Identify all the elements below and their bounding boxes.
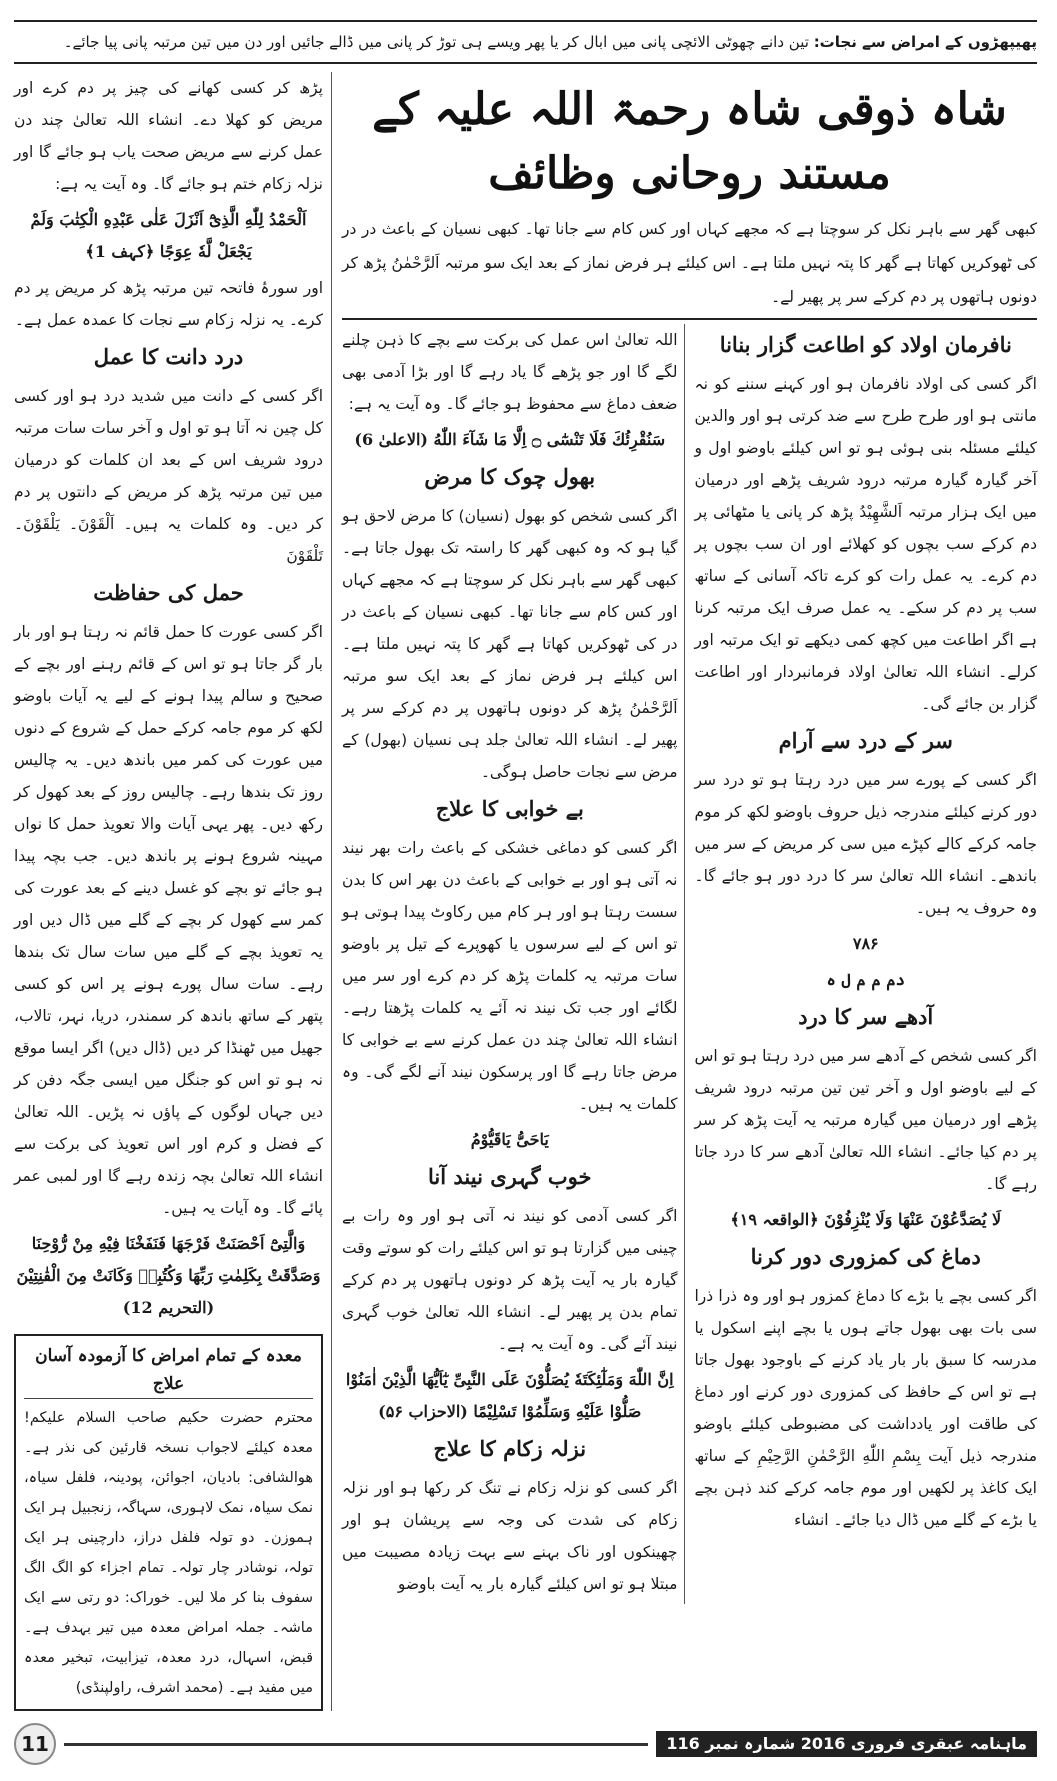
right-column [695,324,1038,1604]
section-text: اور سورۂ فاتحہ تین مرتبہ پڑھ کر مریض پر دم کرے۔ یہ نزلہ زکام سے نجات کا عمدہ عمل ہے۔ [14,279,323,329]
section-heading: درد دانت کا عمل [93,344,244,369]
section-heading: نزلہ زکام کا علاج [433,1436,587,1461]
bottom-rule [64,1743,648,1746]
ayah-text: اِنَّ اللّٰهَ وَمَلٰٓئِكَتَهٗ یُصَلُّوْنَ عَلَى النَّبِیِّ یٰٓاَیُّهَا الَّذِیْنَ اٰمَنُوْا صَلُّوْا عَلَیْهِ وَسَلِّمُوْا تَسْلِیْمًا (الاحزاب ۵۶) [345,1370,674,1421]
page-number: 11 [14,1723,56,1765]
box-text: محترم حضرت حکیم صاحب السلام علیکم! معدہ کیلئے لاجواب نسخہ قارئین کی نذر ہے۔ ھوالشافی: بادیان، اجوائن، پودینہ، فلفل سیاہ، نمک سیاہ، نمک لاہوری، سہاگہ، زنجبیل ہر ایک ہموزن۔ دو تولہ فلفل دراز، دارچینی ہر ایک تولہ، نوشادر چار تولہ۔ تمام اجزاء کو الگ الگ سفوف بنا کر ملا لیں۔ خوراک: دو رتی سے ایک ماشہ۔ جملہ امراض معدہ میں تیر بہدف ہے۔ قبض، اسہال، درد معدہ، تیزابیت، تبخیر معدہ میں مفید ہے۔ [24,1410,313,1696]
section-text: اگر کسی کے دانت میں شدید درد ہو اور کسی کل چین نہ آتا ہو تو اول و آخر سات سات مرتبہ درود شریف اس کے بعد ان کلمات کو درمیان میں تین مرتبہ پڑھ کر مریض کے دانتوں پر دم کر دیں۔ وہ کلمات یہ ہیں۔ اَلْقَوْنَ۔ یَلْقَوْنَ۔ تَلْقَوْنَ [14,387,323,565]
ayah-text: لَا یُصَدَّعُوْنَ عَنْهَا وَلَا یُنْزِفُوْنَ ﴿الواقعہ ۱۹﴾ [730,1210,1002,1229]
ayah-text: وَالَّتِیْٓ اَحْصَنَتْ فَرْجَهَا فَنَفَخْنَا فِیْهِ مِنْ رُّوْحِنَا وَصَدَّقَتْ بِكَلِمٰتِ رَبِّهَا وَكُتُبِهٖ وَكَانَتْ مِنَ الْقٰنِتِیْنَ (التحریم 12) [16,1234,321,1317]
section-heading: حمل کی حفاظت [93,580,244,605]
section-heading: بے خوابی کا علاج [435,796,584,821]
magazine-footer: ماہنامہ عبقری فروری 2016 شمارہ نمبر 116 [656,1731,1037,1757]
letters-line: دم م م ل ہ [826,970,906,989]
section-text: اگر کسی کو دماغی خشکی کے باعث رات بھر نیند نہ آتی ہو اور بے خوابی کے باعث دن بھر اس کا بدن سست رہتا ہو اور ہر کام میں رکاوٹ پیدا ہوتی ہو تو اس کے لیے سرسوں یا کھوپرے کے تیل پر باوضو سات مرتبہ یہ کلمات پڑھ کر دم کرے اور سر میں لگائے اور جب تک نیند نہ آئے یہ کلمات پڑھتا رہے۔ انشاء اللہ تعالیٰ چند دن عمل کرنے سے بے خوابی کا مرض جاتا رہے گا اور پرسکون نیند آنے لگے گی۔ وہ کلمات یہ ہیں۔ [342,839,678,1113]
feature-article [342,72,1037,1711]
section-text: اللہ تعالیٰ اس عمل کی برکت سے بچے کا ذہن چلنے لگے گا اور جو پڑھے گا یاد رہے گا اور بڑا آدمی بھی ضعف دماغ سے محفوظ ہو جائے گا۔ وہ آیت یہ ہے: [342,331,678,413]
section-text: پڑھ کر کسی کھانے کی چیز پر دم کرے اور مریض کو کھلا دے۔ انشاء اللہ تعالیٰ چند دن عمل کرنے سے مریض صحت یاب ہو جائے گا اور نزلہ زکام ختم ہو جائے گا۔ وہ آیت یہ ہے: [14,79,323,193]
article-columns [342,318,1037,1604]
page-body [14,72,1037,1711]
section-text: اگر کسی آدمی کو نیند نہ آتی ہو اور وہ رات بے چینی میں گزارتا ہو تو اس کیلئے رات کو سوتے وقت گیارہ بار یہ آیت پڑھ کر دونوں ہاتھوں پر دم کرکے تمام بدن پر پھیر لے۔ انشاء اللہ تعالیٰ خوب گہری نیند آئے گی۔ وہ آیت یہ ہے۔ [342,1207,678,1353]
box-heading: معدہ کے تمام امراض کا آزمودہ آسان علاج [24,1342,313,1399]
page-title: شاہ ذوقی شاہ رحمۃ اللہ علیہ کے مستند روحانی وظائف [372,84,1007,199]
section-heading: نافرمان اولاد کو اطاعت گزار بنانا [719,332,1012,357]
section-heading: سر کے درد سے آرام [778,728,953,753]
section-text: اگر کسی شخص کو بھول (نسیان) کا مرض لاحق ہو گیا ہو کہ وہ کبھی گھر کا راستہ تک بھول جاتا ہے۔ کبھی گھر سے باہر نکل کر سوچتا ہے کہ مجھے کہاں اور کس کام سے جانا تھا۔ کبھی نسیان کے باعث در در کی ٹھوکریں کھاتا ہے گھر کا پتہ نہیں ملتا ہے۔ اس کیلئے ہر فرض نماز کے بعد ایک سو مرتبہ اَلرَّحْمٰنُ پڑھ کر دونوں ہاتھوں پر دم کرکے سر پر پھیر لے۔ انشاء اللہ تعالیٰ جلد ہی نسیان (بھول) کے مرض سے نجات حاصل ہوگی۔ [342,507,678,781]
banner-label: پھیپھڑوں کے امراض سے نجات: [813,33,1037,51]
footer-row [14,1723,1037,1765]
section-text: اگر کسی عورت کا حمل قائم نہ رہتا ہو اور بار بار گر جاتا ہو تو اس کے قائم رہنے اور بچے کے صحیح و سالم پیدا ہونے کے لیے یہ آیات باوضو لکھ کر موم جامہ کرکے حمل کے شروع کے دنوں میں عورت کی کمر میں باندھ دیں۔ یہ چالیس روز تک بندھا رہے۔ چالیس روز کے بعد کھول کر رکھ دیں۔ پھر یہی آیات والا تعویذ حمل کا نواں مہینہ شروع ہونے پر باندھ دیں۔ جب بچہ پیدا ہو جائے تو بچے کو غسل دینے کے بعد عورت کی کمر سے کھول کر بچے کے گلے میں ڈال دیں اور یہ تعویذ بچے کے گلے میں سات سال تک بندھا رہے۔ سات سال پورے ہونے پر اس کو کسی پتھر کے ساتھ باندھ کر سمندر، دریا، نہر، تالاب، جھیل میں ٹھنڈا کر دیں (ڈال دیں) اگر ایسا موقع نہ ہو تو اس کو جنگل میں ایسی جگہ دفن کر دیں جہاں لوگوں کے پاؤں نہ پڑیں۔ اللہ تعالیٰ کے فضل و کرم اور اس تعویذ کی برکت سے انشاء اللہ تعالیٰ بچہ زندہ رہے گا اور لمبی عمر پائے گا۔ وہ آیات یہ ہیں۔ [14,623,323,1217]
banner-rule [14,62,1037,64]
ayah-text: سَنُقْرِئُكَ فَلَا تَنْسٰٓى ۝ اِلَّا مَا شَآءَ اللّٰهُ (الاعلیٰ 6) [354,430,666,449]
section-heading: بھول چوک کا مرض [424,464,596,489]
box-author: (محمد اشرف، راولپنڈی) [75,1680,224,1696]
middle-column [342,324,685,1604]
section-heading: دماغ کی کمزوری دور کرنا [750,1244,981,1269]
banner-text: تین دانے چھوٹی الائچی پانی میں ابال کر یا پھر ویسے ہی توڑ کر پانی میں ڈالے جائیں اور دن میں تین مرتبہ پانی پیا جائے۔ [63,33,809,51]
ayah-text: یَاحَیُّ یَاقَیُّوْمُ [470,1130,549,1149]
number-786: ۷۸۶ [852,934,879,953]
section-text: اگر کسی کی اولاد نافرمان ہو اور کہنے سننے کو نہ مانتی ہو اور طرح طرح سے ضد کرتی ہو اور والدین کیلئے مسئلہ بنی ہوئی ہو تو اس کیلئے باوضو اول و آخر گیارہ گیارہ مرتبہ درود شریف پڑھے اور درمیان میں ایک ہزار مرتبہ اَلشَّھِیْدُ پڑھ کر پانی یا مٹھائی پر دم کرکے سب بچوں کو کھلائے اور ان سب بچوں پر دم کرے۔ یہ عمل رات کو کرے تاکہ آسانی کے ساتھ سب پر دم کر سکے۔ یہ عمل صرف ایک مرتبہ کرنا ہے اگر اطاعت میں کچھ کمی دیکھے تو ایک مرتبہ اور کرلے۔ انشاء اللہ تعالیٰ اولاد فرمانبردار اور اطاعت گزار بن جائے گی۔ [694,375,1037,713]
ayah-text: اَلْحَمْدُ لِلّٰهِ الَّذِیْٓ اَنْزَلَ عَلٰی عَبْدِهِ الْكِتٰبَ وَلَمْ یَجْعَلْ لَّهٗ عِوَجًا ﴿کہف 1﴾ [30,210,307,261]
section-text: اگر کسی بچے یا بڑے کا دماغ کمزور ہو اور وہ ذرا ذرا سی بات بھی بھول جاتے ہوں یا بچے اپنے اسکول یا مدرسہ کا سبق بار بار یاد کرنے کے باوجود بھول جاتا ہے تو اس کے حافظ کی کمزوری دور کرنے اور دماغ کی طاقت اور یادداشت کی مضبوطی کیلئے باوضو مندرجہ ذیل آیت بِسْمِ اللّٰهِ الرَّحْمٰنِ الرَّحِیْمِ کے ساتھ ایک کاغذ پر لکھیں اور موم جامہ کرکے کند ذہن بچے یا بڑے کے گلے میں ڈال دیا جائے۔ انشاء [694,1287,1037,1529]
tip-banner [14,22,1037,62]
section-text: اگر کسی شخص کے آدھے سر میں درد رہتا ہو تو اس کے لیے باوضو اول و آخر تین تین مرتبہ درود شریف پڑھے اور درمیان میں گیارہ مرتبہ یہ آیت پڑھ کر سر پر دم کیا جائے۔ انشاء اللہ تعالیٰ آدھے سر کا درد جاتا رہے گا۔ [694,1047,1037,1193]
section-text: اگر کسی کے پورے سر میں درد رہتا ہو تو درد سر دور کرنے کیلئے مندرجہ ذیل حروف باوضو لکھ کر موم جامہ کرکے کالے کپڑے میں سی کر مریض کے سر میں باندھے۔ انشاء اللہ تعالیٰ سر کا درد دور ہو جائے گا۔ وہ حروف یہ ہیں۔ [694,771,1037,917]
left-column [14,72,332,1711]
intro-paragraph: کبھی گھر سے باہر نکل کر سوچتا ہے کہ مجھے کہاں اور کس کام سے جانا تھا۔ کبھی نسیان کے باعث در در کی ٹھوکریں کھاتا ہے گھر کا پتہ نہیں ملتا ہے۔ اس کیلئے ہر فرض نماز کے بعد ایک سو مرتبہ اَلرَّحْمٰنُ پڑھ کر دونوں ہاتھوں پر دم کرکے سر پر پھیر لے۔ [342,220,1037,306]
stomach-remedy-box [14,1334,323,1711]
section-heading: خوب گہری نیند آنا [428,1164,592,1189]
section-text: اگر کسی کو نزلہ زکام نے تنگ کر رکھا ہو اور نزلہ زکام کی شدت کی وجہ سے پریشان ہو اور چھینکوں اور ناک بہنے سے بہت زیادہ مصیبت میں مبتلا ہو تو اس کیلئے گیارہ بار یہ آیت باوضو [342,1479,678,1593]
section-heading: آدھے سر کا درد [798,1004,934,1029]
